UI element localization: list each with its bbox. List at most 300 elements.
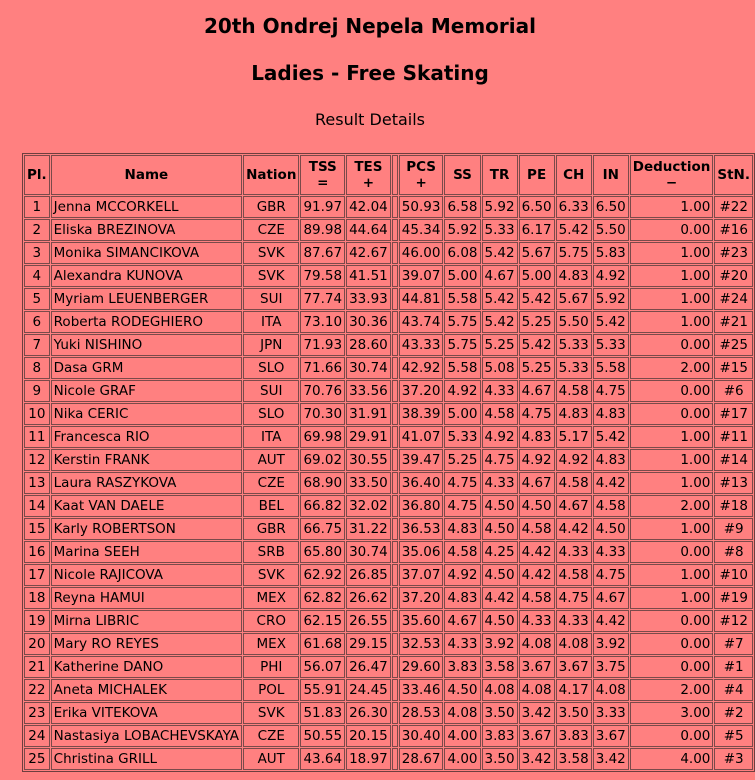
cell-ch: 6.33 xyxy=(556,196,592,218)
cell-in: 5.83 xyxy=(593,242,629,264)
cell-ss: 4.00 xyxy=(444,748,480,770)
cell-pe: 3.67 xyxy=(519,656,555,678)
cell-deduction: 0.00 xyxy=(630,656,714,678)
cell-tes: 30.74 xyxy=(346,541,391,563)
cell-name: Nicole RAJICOVA xyxy=(51,564,242,586)
table-row xyxy=(24,196,753,218)
cell-spacer xyxy=(392,288,398,310)
cell-tr: 5.08 xyxy=(482,357,518,379)
cell-pe: 4.58 xyxy=(519,518,555,540)
cell-tss: 43.64 xyxy=(300,748,345,770)
header-tes: TES + xyxy=(346,155,391,195)
cell-ss: 6.58 xyxy=(444,196,480,218)
cell-place: 18 xyxy=(24,587,50,609)
cell-pcs: 36.80 xyxy=(399,495,444,517)
cell-tss: 51.83 xyxy=(300,702,345,724)
cell-ch: 4.33 xyxy=(556,610,592,632)
table-row xyxy=(24,311,753,333)
header-deduction: Deduction − xyxy=(630,155,714,195)
header-pcs: PCS + xyxy=(399,155,444,195)
cell-start-number: #16 xyxy=(714,219,753,241)
cell-name: Christina GRILL xyxy=(51,748,242,770)
cell-start-number: #10 xyxy=(714,564,753,586)
cell-pcs: 41.07 xyxy=(399,426,444,448)
cell-tr: 3.83 xyxy=(482,725,518,747)
cell-tr: 3.58 xyxy=(482,656,518,678)
cell-deduction: 1.00 xyxy=(630,518,714,540)
cell-ch: 3.67 xyxy=(556,656,592,678)
cell-tes: 29.91 xyxy=(346,426,391,448)
cell-ss: 5.58 xyxy=(444,288,480,310)
cell-pe: 3.42 xyxy=(519,748,555,770)
header-name: Name xyxy=(51,155,242,195)
cell-start-number: #4 xyxy=(714,679,753,701)
cell-spacer xyxy=(392,518,398,540)
cell-pe: 4.33 xyxy=(519,610,555,632)
header-spacer xyxy=(392,155,398,195)
cell-pcs: 43.33 xyxy=(399,334,444,356)
cell-nation: BEL xyxy=(243,495,299,517)
cell-ss: 4.92 xyxy=(444,380,480,402)
cell-spacer xyxy=(392,587,398,609)
cell-tr: 5.25 xyxy=(482,334,518,356)
cell-start-number: #5 xyxy=(714,725,753,747)
cell-ss: 4.00 xyxy=(444,725,480,747)
cell-tss: 91.97 xyxy=(300,196,345,218)
cell-place: 6 xyxy=(24,311,50,333)
table-row xyxy=(24,449,753,471)
cell-tr: 3.92 xyxy=(482,633,518,655)
cell-start-number: #19 xyxy=(714,587,753,609)
cell-ch: 5.33 xyxy=(556,334,592,356)
cell-pcs: 37.20 xyxy=(399,380,444,402)
cell-ss: 4.08 xyxy=(444,702,480,724)
cell-in: 5.33 xyxy=(593,334,629,356)
cell-deduction: 2.00 xyxy=(630,495,714,517)
cell-tr: 4.58 xyxy=(482,403,518,425)
cell-spacer xyxy=(392,311,398,333)
cell-tr: 4.42 xyxy=(482,587,518,609)
cell-pe: 5.42 xyxy=(519,288,555,310)
page-title: 20th Ondrej Nepela Memorial xyxy=(203,14,536,38)
cell-in: 4.42 xyxy=(593,472,629,494)
cell-ch: 5.75 xyxy=(556,242,592,264)
cell-tss: 77.74 xyxy=(300,288,345,310)
results-table xyxy=(22,153,755,772)
cell-nation: SVK xyxy=(243,242,299,264)
cell-in: 4.83 xyxy=(593,449,629,471)
cell-place: 16 xyxy=(24,541,50,563)
cell-in: 3.42 xyxy=(593,748,629,770)
cell-tss: 87.67 xyxy=(300,242,345,264)
cell-in: 4.50 xyxy=(593,518,629,540)
table-row xyxy=(24,472,753,494)
cell-tr: 4.33 xyxy=(482,472,518,494)
cell-tes: 30.36 xyxy=(346,311,391,333)
cell-deduction: 0.00 xyxy=(630,725,714,747)
cell-pe: 4.83 xyxy=(519,426,555,448)
cell-pcs: 39.47 xyxy=(399,449,444,471)
cell-in: 3.92 xyxy=(593,633,629,655)
cell-spacer xyxy=(392,334,398,356)
cell-nation: ITA xyxy=(243,426,299,448)
cell-name: Reyna HAMUI xyxy=(51,587,242,609)
cell-deduction: 1.00 xyxy=(630,564,714,586)
table-row xyxy=(24,679,753,701)
cell-ch: 4.67 xyxy=(556,495,592,517)
cell-ss: 5.00 xyxy=(444,265,480,287)
cell-in: 5.50 xyxy=(593,219,629,241)
cell-ss: 4.50 xyxy=(444,679,480,701)
cell-name: Aneta MICHALEK xyxy=(51,679,242,701)
cell-tss: 56.07 xyxy=(300,656,345,678)
cell-place: 8 xyxy=(24,357,50,379)
cell-spacer xyxy=(392,380,398,402)
cell-ss: 4.83 xyxy=(444,587,480,609)
cell-name: Karly ROBERTSON xyxy=(51,518,242,540)
cell-nation: CZE xyxy=(243,725,299,747)
cell-pcs: 37.07 xyxy=(399,564,444,586)
cell-name: Marina SEEH xyxy=(51,541,242,563)
cell-name: Alexandra KUNOVA xyxy=(51,265,242,287)
cell-nation: SUI xyxy=(243,288,299,310)
cell-name: Francesca RIO xyxy=(51,426,242,448)
cell-deduction: 1.00 xyxy=(630,196,714,218)
cell-tes: 41.51 xyxy=(346,265,391,287)
cell-place: 23 xyxy=(24,702,50,724)
cell-tes: 32.02 xyxy=(346,495,391,517)
cell-pcs: 50.93 xyxy=(399,196,444,218)
cell-tr: 4.50 xyxy=(482,610,518,632)
cell-spacer xyxy=(392,656,398,678)
cell-pcs: 28.53 xyxy=(399,702,444,724)
cell-place: 7 xyxy=(24,334,50,356)
cell-start-number: #22 xyxy=(714,196,753,218)
cell-pe: 4.08 xyxy=(519,679,555,701)
cell-nation: JPN xyxy=(243,334,299,356)
cell-start-number: #18 xyxy=(714,495,753,517)
cell-spacer xyxy=(392,725,398,747)
cell-tr: 5.42 xyxy=(482,288,518,310)
cell-name: Mirna LIBRIC xyxy=(51,610,242,632)
cell-spacer xyxy=(392,541,398,563)
cell-name: Kerstin FRANK xyxy=(51,449,242,471)
cell-pe: 4.50 xyxy=(519,495,555,517)
cell-pe: 4.92 xyxy=(519,449,555,471)
cell-tr: 4.08 xyxy=(482,679,518,701)
cell-tes: 30.55 xyxy=(346,449,391,471)
cell-ss: 4.33 xyxy=(444,633,480,655)
header-ss: SS xyxy=(444,155,480,195)
table-row xyxy=(24,725,753,747)
cell-ss: 5.25 xyxy=(444,449,480,471)
cell-tes: 24.45 xyxy=(346,679,391,701)
cell-ch: 4.08 xyxy=(556,633,592,655)
cell-name: Kaat VAN DAELE xyxy=(51,495,242,517)
cell-ch: 4.42 xyxy=(556,518,592,540)
table-row xyxy=(24,288,753,310)
cell-ss: 6.08 xyxy=(444,242,480,264)
cell-place: 10 xyxy=(24,403,50,425)
cell-tss: 55.91 xyxy=(300,679,345,701)
cell-nation: SLO xyxy=(243,357,299,379)
cell-ss: 4.75 xyxy=(444,472,480,494)
cell-ss: 4.58 xyxy=(444,541,480,563)
cell-ch: 3.83 xyxy=(556,725,592,747)
cell-pcs: 35.06 xyxy=(399,541,444,563)
cell-tr: 4.25 xyxy=(482,541,518,563)
cell-nation: PHI xyxy=(243,656,299,678)
cell-place: 24 xyxy=(24,725,50,747)
cell-ss: 4.92 xyxy=(444,564,480,586)
cell-pe: 4.67 xyxy=(519,380,555,402)
cell-tr: 5.92 xyxy=(482,196,518,218)
cell-pcs: 33.46 xyxy=(399,679,444,701)
cell-tes: 26.55 xyxy=(346,610,391,632)
cell-start-number: #23 xyxy=(714,242,753,264)
cell-deduction: 1.00 xyxy=(630,449,714,471)
cell-nation: GBR xyxy=(243,196,299,218)
cell-place: 4 xyxy=(24,265,50,287)
cell-tss: 62.15 xyxy=(300,610,345,632)
cell-tr: 4.92 xyxy=(482,426,518,448)
cell-pe: 5.67 xyxy=(519,242,555,264)
cell-tes: 26.30 xyxy=(346,702,391,724)
cell-start-number: #7 xyxy=(714,633,753,655)
table-row xyxy=(24,495,753,517)
cell-deduction: 0.00 xyxy=(630,610,714,632)
cell-ch: 5.50 xyxy=(556,311,592,333)
cell-tss: 89.98 xyxy=(300,219,345,241)
cell-tss: 65.80 xyxy=(300,541,345,563)
cell-ch: 5.67 xyxy=(556,288,592,310)
cell-tes: 26.47 xyxy=(346,656,391,678)
cell-deduction: 1.00 xyxy=(630,426,714,448)
cell-pe: 5.25 xyxy=(519,357,555,379)
cell-tes: 31.22 xyxy=(346,518,391,540)
cell-pcs: 29.60 xyxy=(399,656,444,678)
cell-tes: 26.85 xyxy=(346,564,391,586)
cell-ch: 4.17 xyxy=(556,679,592,701)
cell-start-number: #20 xyxy=(714,265,753,287)
cell-ch: 4.92 xyxy=(556,449,592,471)
cell-name: Eliska BREZINOVA xyxy=(51,219,242,241)
cell-pe: 4.42 xyxy=(519,541,555,563)
cell-tr: 5.42 xyxy=(482,242,518,264)
cell-deduction: 1.00 xyxy=(630,472,714,494)
table-row xyxy=(24,403,753,425)
cell-nation: CZE xyxy=(243,472,299,494)
cell-pcs: 28.67 xyxy=(399,748,444,770)
cell-name: Katherine DANO xyxy=(51,656,242,678)
cell-name: Nastasiya LOBACHEVSKAYA xyxy=(51,725,242,747)
table-row xyxy=(24,587,753,609)
cell-start-number: #1 xyxy=(714,656,753,678)
cell-nation: CZE xyxy=(243,219,299,241)
cell-deduction: 0.00 xyxy=(630,403,714,425)
cell-pcs: 39.07 xyxy=(399,265,444,287)
cell-spacer xyxy=(392,679,398,701)
cell-start-number: #2 xyxy=(714,702,753,724)
cell-spacer xyxy=(392,610,398,632)
cell-spacer xyxy=(392,633,398,655)
cell-nation: POL xyxy=(243,679,299,701)
cell-place: 9 xyxy=(24,380,50,402)
cell-tes: 33.56 xyxy=(346,380,391,402)
table-row xyxy=(24,633,753,655)
cell-in: 4.83 xyxy=(593,403,629,425)
cell-ch: 5.42 xyxy=(556,219,592,241)
cell-tr: 4.50 xyxy=(482,564,518,586)
header-ch: CH xyxy=(556,155,592,195)
cell-place: 25 xyxy=(24,748,50,770)
cell-deduction: 1.00 xyxy=(630,288,714,310)
cell-ss: 4.75 xyxy=(444,495,480,517)
cell-pe: 4.08 xyxy=(519,633,555,655)
cell-nation: GBR xyxy=(243,518,299,540)
header-start-number: StN. xyxy=(714,155,753,195)
cell-in: 4.92 xyxy=(593,265,629,287)
table-row xyxy=(24,748,753,770)
table-row xyxy=(24,518,753,540)
cell-pcs: 36.40 xyxy=(399,472,444,494)
cell-deduction: 2.00 xyxy=(630,357,714,379)
cell-tes: 30.74 xyxy=(346,357,391,379)
cell-tr: 4.67 xyxy=(482,265,518,287)
cell-ch: 3.50 xyxy=(556,702,592,724)
cell-in: 4.08 xyxy=(593,679,629,701)
cell-ss: 5.75 xyxy=(444,334,480,356)
cell-nation: AUT xyxy=(243,748,299,770)
cell-tss: 73.10 xyxy=(300,311,345,333)
cell-ss: 4.83 xyxy=(444,518,480,540)
cell-deduction: 1.00 xyxy=(630,587,714,609)
cell-tes: 33.93 xyxy=(346,288,391,310)
table-row xyxy=(24,380,753,402)
cell-nation: AUT xyxy=(243,449,299,471)
header-tss: TSS = xyxy=(300,155,345,195)
cell-deduction: 0.00 xyxy=(630,633,714,655)
cell-name: Mary RO REYES xyxy=(51,633,242,655)
cell-tss: 66.75 xyxy=(300,518,345,540)
cell-pcs: 43.74 xyxy=(399,311,444,333)
cell-pe: 4.42 xyxy=(519,564,555,586)
table-row xyxy=(24,656,753,678)
cell-tss: 71.93 xyxy=(300,334,345,356)
cell-tes: 20.15 xyxy=(346,725,391,747)
cell-ch: 5.33 xyxy=(556,357,592,379)
cell-spacer xyxy=(392,564,398,586)
cell-place: 13 xyxy=(24,472,50,494)
cell-pe: 3.67 xyxy=(519,725,555,747)
cell-ch: 4.83 xyxy=(556,403,592,425)
cell-tss: 70.30 xyxy=(300,403,345,425)
cell-pcs: 46.00 xyxy=(399,242,444,264)
cell-pcs: 37.20 xyxy=(399,587,444,609)
cell-pcs: 42.92 xyxy=(399,357,444,379)
cell-in: 5.42 xyxy=(593,426,629,448)
cell-pe: 5.42 xyxy=(519,334,555,356)
cell-place: 2 xyxy=(24,219,50,241)
cell-tss: 66.82 xyxy=(300,495,345,517)
cell-deduction: 3.00 xyxy=(630,702,714,724)
cell-nation: CRO xyxy=(243,610,299,632)
cell-tss: 68.90 xyxy=(300,472,345,494)
cell-tes: 29.15 xyxy=(346,633,391,655)
cell-in: 4.58 xyxy=(593,495,629,517)
cell-deduction: 1.00 xyxy=(630,242,714,264)
header-nation: Nation xyxy=(243,155,299,195)
cell-ss: 5.00 xyxy=(444,403,480,425)
cell-spacer xyxy=(392,495,398,517)
cell-spacer xyxy=(392,219,398,241)
cell-start-number: #15 xyxy=(714,357,753,379)
cell-in: 3.75 xyxy=(593,656,629,678)
table-row xyxy=(24,426,753,448)
cell-name: Laura RASZYKOVA xyxy=(51,472,242,494)
cell-spacer xyxy=(392,426,398,448)
cell-in: 5.58 xyxy=(593,357,629,379)
cell-ss: 5.58 xyxy=(444,357,480,379)
cell-spacer xyxy=(392,265,398,287)
cell-ss: 5.33 xyxy=(444,426,480,448)
cell-tr: 3.50 xyxy=(482,702,518,724)
cell-name: Erika VITEKOVA xyxy=(51,702,242,724)
cell-place: 20 xyxy=(24,633,50,655)
header-in: IN xyxy=(593,155,629,195)
cell-start-number: #8 xyxy=(714,541,753,563)
cell-ch: 5.17 xyxy=(556,426,592,448)
cell-deduction: 2.00 xyxy=(630,679,714,701)
cell-nation: ITA xyxy=(243,311,299,333)
cell-spacer xyxy=(392,196,398,218)
cell-name: Jenna MCCORKELL xyxy=(51,196,242,218)
cell-ss: 5.75 xyxy=(444,311,480,333)
cell-ch: 4.58 xyxy=(556,380,592,402)
cell-tr: 4.50 xyxy=(482,518,518,540)
cell-start-number: #3 xyxy=(714,748,753,770)
cell-tr: 3.50 xyxy=(482,748,518,770)
cell-pcs: 32.53 xyxy=(399,633,444,655)
cell-name: Nicole GRAF xyxy=(51,380,242,402)
cell-deduction: 0.00 xyxy=(630,380,714,402)
cell-spacer xyxy=(392,748,398,770)
cell-tes: 26.62 xyxy=(346,587,391,609)
cell-in: 3.33 xyxy=(593,702,629,724)
cell-place: 3 xyxy=(24,242,50,264)
cell-pe: 5.00 xyxy=(519,265,555,287)
cell-ss: 3.83 xyxy=(444,656,480,678)
cell-name: Monika SIMANCIKOVA xyxy=(51,242,242,264)
cell-ch: 4.83 xyxy=(556,265,592,287)
cell-tss: 61.68 xyxy=(300,633,345,655)
cell-name: Nika CERIC xyxy=(51,403,242,425)
cell-ss: 4.67 xyxy=(444,610,480,632)
cell-tes: 18.97 xyxy=(346,748,391,770)
cell-tes: 44.64 xyxy=(346,219,391,241)
cell-spacer xyxy=(392,403,398,425)
cell-tes: 33.50 xyxy=(346,472,391,494)
cell-in: 3.67 xyxy=(593,725,629,747)
cell-pe: 6.50 xyxy=(519,196,555,218)
cell-tes: 31.91 xyxy=(346,403,391,425)
cell-start-number: #25 xyxy=(714,334,753,356)
cell-nation: SVK xyxy=(243,702,299,724)
cell-pcs: 44.81 xyxy=(399,288,444,310)
cell-ch: 4.58 xyxy=(556,472,592,494)
cell-ch: 4.33 xyxy=(556,541,592,563)
cell-spacer xyxy=(392,449,398,471)
